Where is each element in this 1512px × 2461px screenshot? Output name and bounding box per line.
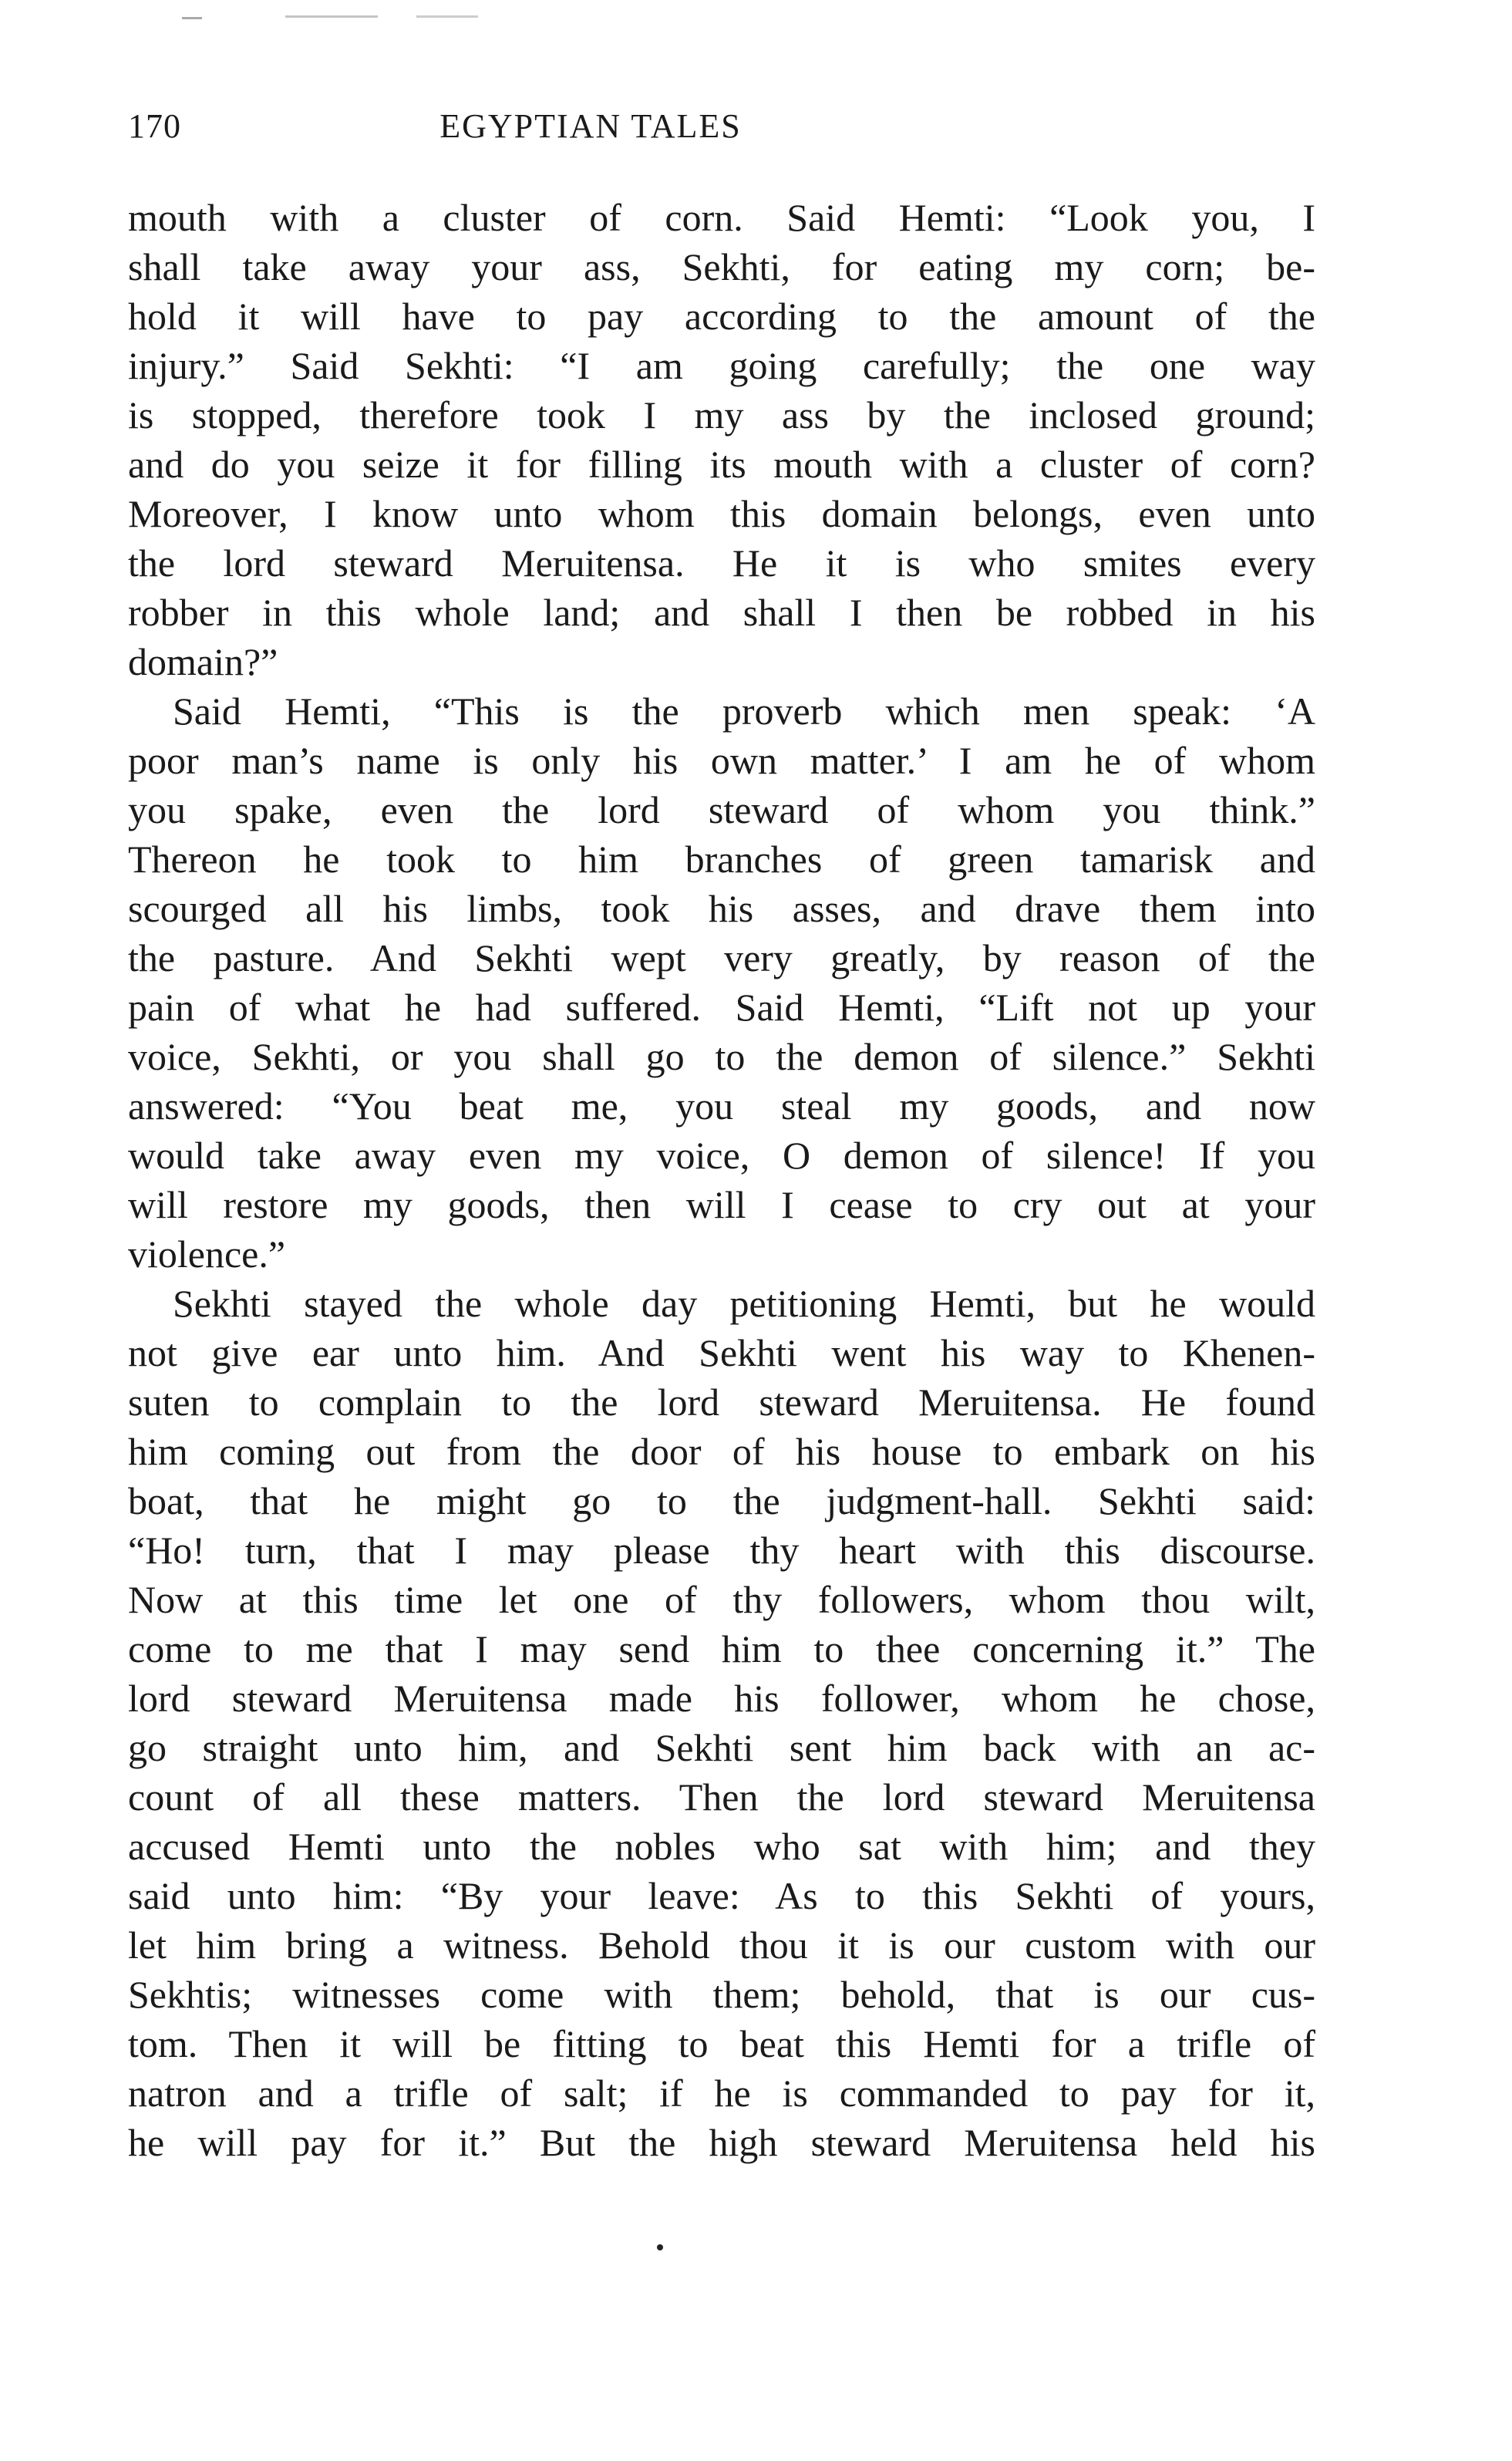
text-line: scourged all his limbs, took his asses, and drave them into [128, 887, 1315, 930]
text-line: is stopped, therefore took I my ass by the inclosed ground; [128, 393, 1315, 437]
scan-artifact [657, 2244, 663, 2250]
text-line: boat, that he might go to the judgment-hall. Sekhti said: [128, 1479, 1315, 1522]
text-line: robber in this whole land; and shall I then be robbed in his [128, 591, 1315, 634]
text-line: answered: “You beat me, you steal my goods, and now [128, 1084, 1315, 1128]
text-line: not give ear unto him. And Sekhti went his way to Khenen- [128, 1331, 1315, 1374]
page-header [128, 106, 1315, 153]
text-line: pain of what he had suffered. Said Hemti, “Lift not up your [128, 986, 1315, 1029]
text-line: come to me that I may send him to thee concerning it.” The [128, 1627, 1315, 1670]
text-line: Moreover, I know unto whom this domain belongs, even unto [128, 492, 1315, 535]
text-line: go straight unto him, and Sekhti sent him back with an ac- [128, 1726, 1315, 1769]
text-line: violence.” [128, 1232, 286, 1276]
text-line: natron and a trifle of salt; if he is commanded to pay for it, [128, 2072, 1315, 2115]
scan-artifact [285, 15, 378, 18]
text-line: you spake, even the lord steward of whom you think.” [128, 788, 1315, 831]
text-line: tom. Then it will be fitting to beat this Hemti for a trifle of [128, 2022, 1315, 2065]
text-line: lord steward Meruitensa made his follower, whom he chose, [128, 1677, 1315, 1720]
running-title: EGYPTIAN TALES [439, 107, 742, 145]
text-line: “Ho! turn, that I may please thy heart with this discourse. [128, 1529, 1315, 1572]
text-line: let him bring a witness. Behold thou it is our custom with our [128, 1923, 1315, 1967]
text-line: the pasture. And Sekhti wept very greatly, by reason of the [128, 936, 1315, 979]
text-line: would take away even my voice, O demon of silence! If you [128, 1134, 1315, 1177]
text-line: poor man’s name is only his own matter.’ I am he of whom [128, 739, 1315, 782]
scan-artifact [182, 17, 202, 19]
text-line: said unto him: “By your leave: As to this Sekhti of yours, [128, 1874, 1315, 1917]
text-line: the lord steward Meruitensa. He it is who smites every [128, 541, 1315, 585]
text-line: injury.” Said Sekhti: “I am going carefully; the one way [128, 344, 1315, 387]
text-line: hold it will have to pay according to the amount of the [128, 295, 1315, 338]
scan-artifact [416, 15, 478, 18]
text-line: domain?” [128, 640, 278, 683]
text-line: he will pay for it.” But the high steward Meruitensa held his [128, 2121, 1315, 2164]
text-line: him coming out from the door of his house to embark on his [128, 1430, 1315, 1473]
text-line: voice, Sekhti, or you shall go to the demon of silence.” Sekhti [128, 1035, 1315, 1078]
text-line: Now at this time let one of thy followers, whom thou wilt, [128, 1578, 1315, 1621]
text-line: count of all these matters. Then the lord steward Meruitensa [128, 1775, 1315, 1819]
text-line: shall take away your ass, Sekhti, for eating my corn; be- [128, 245, 1315, 288]
text-line: Sekhti stayed the whole day petitioning Hemti, but he would [173, 1282, 1315, 1325]
text-line: and do you seize it for filling its mouth with a cluster of corn? [128, 443, 1315, 486]
page-number: 170 [128, 107, 181, 145]
text-line: suten to complain to the lord steward Meruitensa. He found [128, 1381, 1315, 1424]
text-line: accused Hemti unto the nobles who sat with him; and they [128, 1825, 1315, 1868]
text-line: Thereon he took to him branches of green tamarisk and [128, 838, 1315, 881]
text-line: will restore my goods, then will I cease to cry out at your [128, 1183, 1315, 1226]
body-text [128, 193, 1315, 2167]
text-line: Said Hemti, “This is the proverb which men speak: ‘A [173, 689, 1315, 733]
text-line: mouth with a cluster of corn. Said Hemti: “Look you, I [128, 196, 1315, 239]
text-line: Sekhtis; witnesses come with them; behold, that is our cus- [128, 1973, 1315, 2016]
